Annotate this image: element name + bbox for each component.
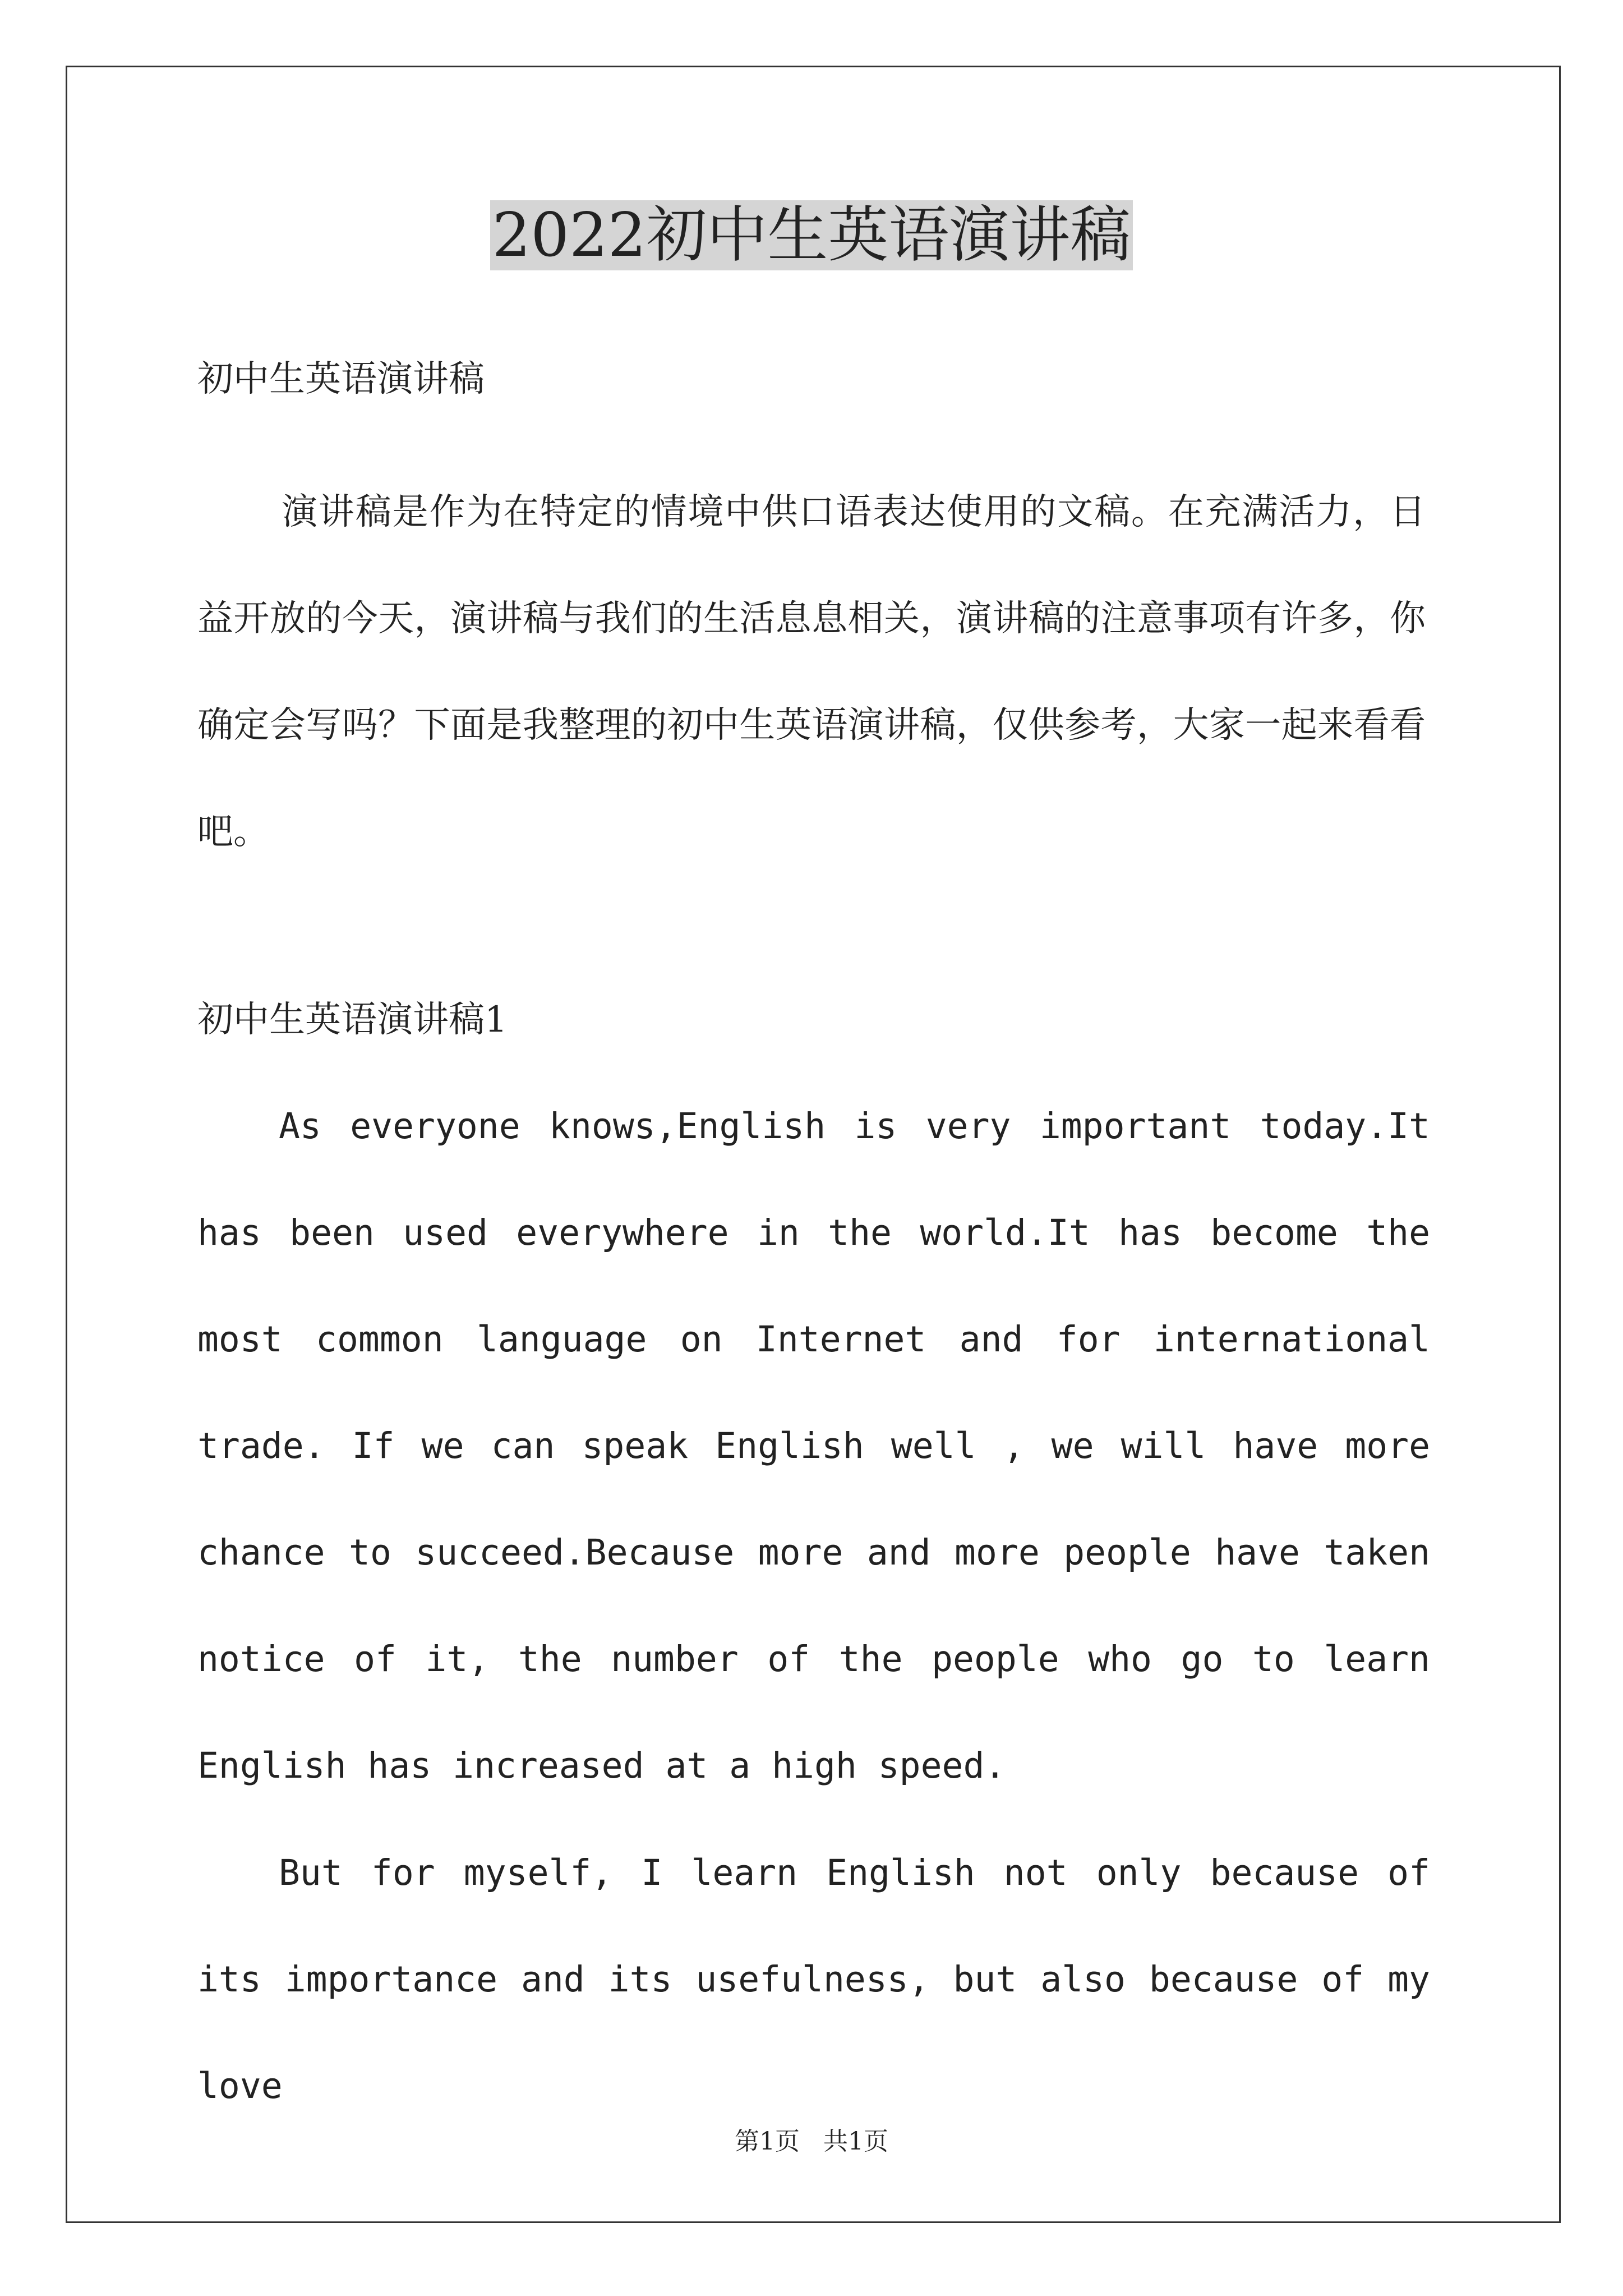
- body-paragraph-2: But for myself, I learn English not only because of its importance and its usefulness, but also because of my love: [197, 1852, 1430, 2106]
- section-heading: 初中生英语演讲稿1: [197, 999, 508, 1041]
- intro-paragraph: 演讲稿是作为在特定的情境中供口语表达使用的文稿。在充满活力，日益开放的今天，演讲稿与我们的生活息息相关，演讲稿的注意事项有许多，你确定会写吗？下面是我整理的初中生英语演讲稿，仅供参考，大家一起来看看吧。: [197, 491, 1426, 853]
- document-subtitle: 初中生英语演讲稿: [197, 358, 485, 400]
- document-title-text: 2022初中生英语演讲稿: [490, 200, 1133, 270]
- page-footer: 第1页 共1页: [735, 2127, 888, 2156]
- document-title: [0, 196, 1623, 275]
- body-paragraph-1: As everyone knows,English is very important today.It has been used everywhere in the world.It has become the most common language on Internet and for international trade. If we can speak English well , we will have more chance to succeed.Because more and more people have taken notice of it, the number of the people who go to learn English has increased at a high speed.: [197, 1106, 1430, 1786]
